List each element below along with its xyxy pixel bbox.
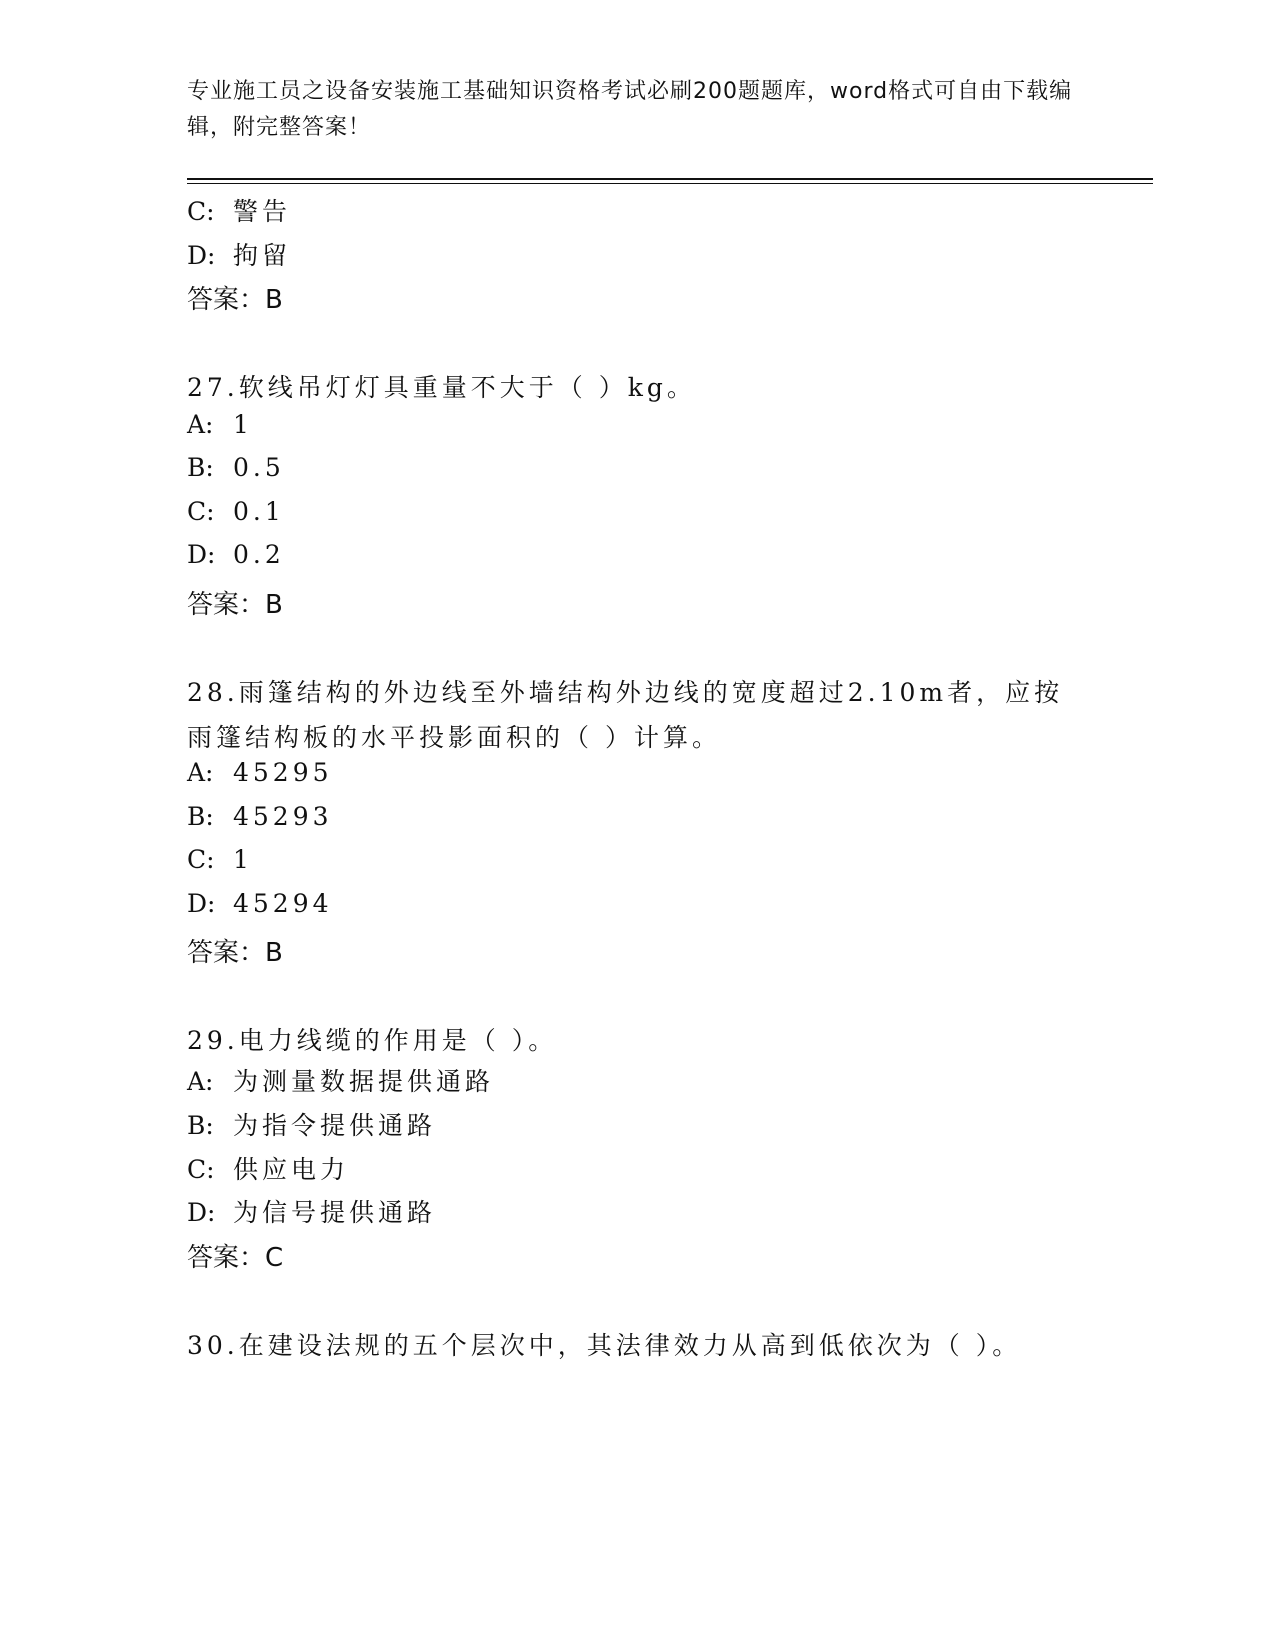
option-a [187,410,253,439]
option-label: B: [187,802,214,831]
answer-value: B [265,938,283,968]
option-text: 为测量数据提供通路 [233,1067,495,1096]
option-text: 1 [233,410,253,439]
option-text: 拘留 [233,241,292,270]
option-d [187,889,333,918]
option-label: A: [187,1067,214,1096]
option-label: C: [187,845,215,874]
option-text: 为信号提供通路 [233,1198,437,1227]
header-divider [187,178,1153,180]
header-divider-thin [187,183,1153,184]
option-text: 45293 [233,802,333,831]
option-text: 45294 [233,889,333,918]
option-text: 供应电力 [233,1155,350,1184]
option-label: D: [187,1198,216,1227]
option-d [187,1193,436,1229]
option-label: D: [187,540,216,569]
answer-value: B [265,285,283,315]
answer-prefix: 答案： [187,590,266,620]
option-label: C: [187,1155,215,1184]
option-label: D: [187,889,216,918]
option-text: 为指令提供通路 [233,1111,437,1140]
option-c [187,1150,349,1186]
option-text: 45295 [233,758,333,787]
option-a [187,758,333,787]
option-b [187,1106,436,1142]
option-label: A: [187,758,214,787]
option-b [187,453,285,482]
option-d [187,236,291,272]
answer-value: C [265,1243,284,1273]
option-label: D: [187,241,216,270]
option-text: 警告 [233,197,292,226]
option-c [187,497,285,526]
answer-line [187,584,283,621]
question-stem: 30.在建设法规的五个层次中，其法律效力从高到低依次为（ ）。 [187,1331,1022,1360]
option-text: 1 [233,845,253,874]
answer-line [187,1237,283,1274]
option-label: B: [187,453,214,482]
option-label: C: [187,497,215,526]
option-label: A: [187,410,214,439]
option-text: 0.2 [233,540,285,569]
option-b [187,802,333,831]
document-header: 专业施工员之设备安装施工基础知识资格考试必刷200题题库，word格式可自由下载编辑，附完整答案！ [187,79,1073,140]
option-label: C: [187,197,215,226]
option-text: 0.1 [233,497,285,526]
option-c [187,845,253,874]
option-c [187,192,291,228]
answer-prefix: 答案： [187,1243,266,1273]
question-stem: 28.雨篷结构的外边线至外墙结构外边线的宽度超过2.10m者，应按雨篷结构板的水平投影面积的（ ）计算。 [187,678,1064,752]
answer-line [187,932,283,969]
answer-prefix: 答案： [187,285,266,315]
answer-prefix: 答案： [187,938,266,968]
option-d [187,540,285,569]
option-a [187,1062,494,1098]
option-text: 0.5 [233,453,285,482]
answer-line [187,279,283,316]
question-stem: 27.软线吊灯灯具重量不大于（ ）kg。 [187,373,696,402]
question-stem: 29.电力线缆的作用是（ ）。 [187,1026,558,1055]
answer-value: B [265,590,283,620]
option-label: B: [187,1111,214,1140]
